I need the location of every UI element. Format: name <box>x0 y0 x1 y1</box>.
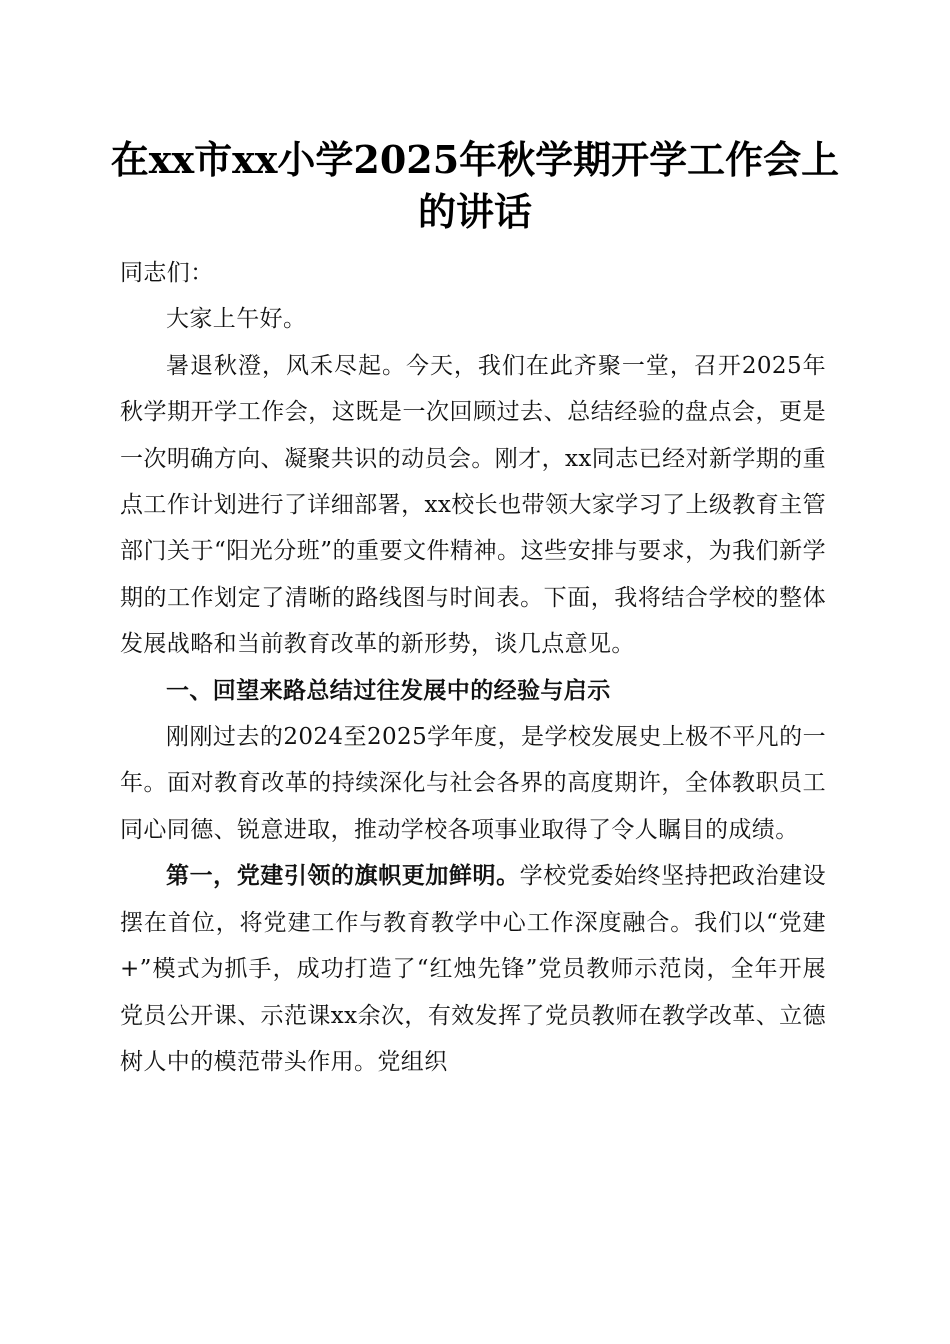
section-heading: 一、回望来路总结过往发展中的经验与启示 <box>166 677 611 704</box>
greeting-paragraph: 大家上午好。 <box>166 306 307 333</box>
point-paragraph <box>120 853 826 1085</box>
section-paragraph: 刚刚过去的2024至2025学年度，是学校发展史上极不平凡的一年。面对教育改革的持续深化与社会各界的高度期许，全体教职员工同心同德、锐意进取，推动学校各项事业取得了令人瞩目的成绩。 <box>120 724 826 843</box>
point-text: 学校党委始终坚持把政治建设摆在首位，将党建工作与教育教学中心工作深度融合。我们以“党建+”模式为抓手，成功打造了“红烛先锋”党员教师示范岗，全年开展党员公开课、示范课xx余次，有效发挥了党员教师在教学改革、立德树人中的模范带头作用。党组织 <box>120 863 827 1075</box>
intro-paragraph: 暑退秋澄，风禾尽起。今天，我们在此齐聚一堂，召开2025年秋学期开学工作会，这既是一次回顾过去、总结经验的盘点会，更是一次明确方向、凝聚共识的动员会。刚才，xx同志已经对新学期的重点工作计划进行了详细部署，xx校长也带领大家学习了上级教育主管部门关于“阳光分班”的重要文件精神。这些安排与要求，为我们新学期的工作划定了清晰的路线图与时间表。下面，我将结合学校的整体发展战略和当前教育改革的新形势，谈几点意见。 <box>120 352 826 658</box>
point-lead: 第一，党建引领的旗帜更加鲜明。 <box>166 862 520 890</box>
document-title: 在xx市xx小学2025年秋学期开学工作会上的讲话 <box>110 137 840 234</box>
salutation: 同志们： <box>120 260 214 286</box>
document-body <box>120 250 826 1085</box>
